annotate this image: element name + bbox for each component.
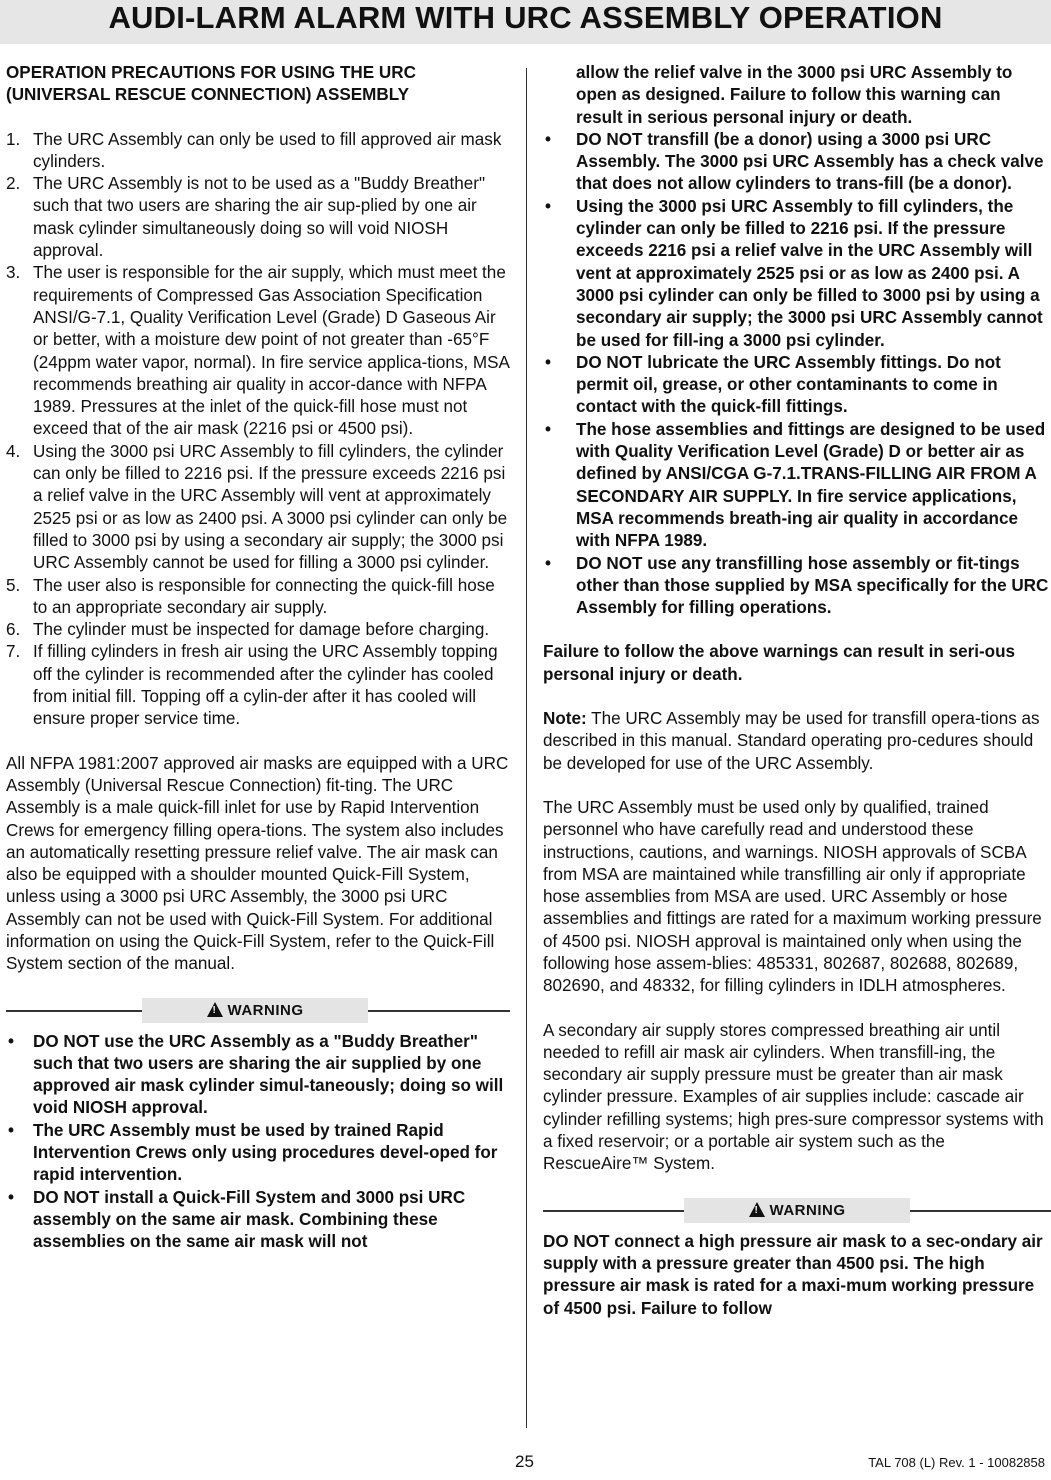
- bullet-icon: •: [545, 129, 551, 149]
- bullet-text: DO NOT use any transfilling hose assembly or fit-tings other than those supplied by MSA specifically for the URC Assembly for filling operations.: [576, 553, 1049, 618]
- list-item: [543, 62, 1051, 129]
- qualified-personnel-paragraph: The URC Assembly must be used only by qualified, trained personnel who have carefully read and understood these instructions, cautions, and warnings. NIOSH approvals of SCBA from MSA are maintained while transfilling air only if appropriate hose assemblies from MSA are used. URC Assembly or hose assemblies and fittings are rated for a maximum working pressure of 4500 psi. NIOSH approval is maintained only when using the following hose assem-blies: 485331, 802687, 802688, 802689, 802690, and 48332, for filling cylinders in IDLH atmospheres.: [543, 797, 1042, 996]
- warning-label: WARNING: [769, 1201, 846, 1219]
- warning-icon: !: [207, 1002, 223, 1017]
- list-item: [543, 196, 1051, 352]
- list-item: [6, 1187, 510, 1254]
- list-item: [6, 173, 510, 262]
- item-text: The URC Assembly is not to be used as a "Buddy Breather" such that two users are sharing the air sup-plied by one air mask cylinder simultaneously doing so will void NIOSH approval.: [33, 174, 486, 261]
- column-divider: [526, 68, 527, 1428]
- list-item: [6, 129, 510, 174]
- bullet-icon: •: [8, 1187, 14, 1207]
- item-number: 4.: [6, 441, 21, 461]
- note-label: Note:: [543, 709, 587, 729]
- bullet-text: allow the relief valve in the 3000 psi URC Assembly to open as designed. Failure to follow this warning can result in serious personal injury or death.: [576, 63, 1013, 127]
- list-item: [6, 1031, 510, 1120]
- item-text: The user also is responsible for connecting the quick-fill hose to an appropriate secondary air supply.: [33, 575, 495, 617]
- item-number: 1.: [6, 129, 21, 149]
- heading-line-2: (UNIVERSAL RESCUE CONNECTION) ASSEMBLY: [6, 85, 410, 105]
- list-item: [543, 553, 1051, 620]
- secondary-air-paragraph: A secondary air supply stores compressed breathing air until needed to refill air mask air cylinders. When transfill-ing, the secondary air supply pressure must be greater than air mask cylinder pressure. Examples of air supplies include: cascade air cylinder refilling systems; high pres-sure compressor systems with a fixed reservoir; or a portable air system such as the RescueAire™ System.: [543, 1020, 1044, 1174]
- item-text: The URC Assembly can only be used to fill approved air mask cylinders.: [33, 129, 502, 171]
- list-item: [6, 619, 510, 641]
- bullet-icon: •: [8, 1120, 14, 1140]
- continued-bullets: [543, 62, 1051, 619]
- precautions-list: [6, 129, 510, 731]
- list-item: [6, 1120, 510, 1187]
- item-number: 7.: [6, 642, 21, 662]
- bullet-text: The hose assemblies and fittings are designed to be used with Quality Verification Level (Grade) D or better air as defined by ANSI/CGA G-7.1.TRANS-FILLING AIR FROM A SECONDARY AIR SUPPLY. In fire service applications, MSA recommends breath-ing air quality in accordance with NFPA 1989.: [576, 419, 1046, 551]
- bullet-icon: •: [545, 419, 551, 439]
- warning-icon: !: [749, 1202, 765, 1217]
- failure-warning: Failure to follow the above warnings can result in seri-ous personal injury or death.: [543, 642, 1016, 684]
- bullet-text: DO NOT lubricate the URC Assembly fittings. Do not permit oil, grease, or other contaminants to come in contact with the quick-fill fittings.: [576, 352, 1001, 417]
- heading-line-1: OPERATION PRECAUTIONS FOR USING THE URC: [6, 63, 416, 82]
- urc-paragraph: All NFPA 1981:2007 approved air masks are equipped with a URC Assembly (Universal Rescue Connection) fit-ting. The URC Assembly is a male quick-fill inlet for use by Rapid Intervention Crews for emergency filling opera-tions. The system also includes an automatically resetting pressure relief valve. The air mask can also be equipped with a shoulder mounted Quick-Fill System, unless using a 3000 psi URC Assembly, the 3000 psi URC Assembly can not be used with Quick-Fill System. For additional information on using the Quick-Fill System, refer to the Quick-Fill System section of the manual.: [6, 753, 509, 974]
- page-title: AUDI-LARM ALARM WITH URC ASSEMBLY OPERATION: [108, 0, 943, 35]
- warning-bullets: [6, 1031, 510, 1254]
- item-text: If filling cylinders in fresh air using the URC Assembly topping off the cylinder is recommended after the cylinder has cooled from initial fill. Topping off a cylin-der after it has cooled will ensure proper service time.: [33, 642, 498, 729]
- item-number: 2.: [6, 174, 21, 194]
- warning-banner: [6, 998, 510, 1023]
- item-number: 5.: [6, 575, 21, 595]
- item-number: 3.: [6, 263, 21, 283]
- list-item: [6, 441, 510, 575]
- item-number: 6.: [6, 620, 21, 640]
- document-reference: TAL 708 (L) Rev. 1 - 10082858: [868, 1455, 1045, 1470]
- item-text: Using the 3000 psi URC Assembly to fill cylinders, the cylinder can only be filled to 2216 psi. If the pressure exceeds 2216 psi a relief valve in the URC Assembly will vent at approximately 2525 psi or as low as 2400 psi. A 3000 psi cylinder can only be filled to 3000 psi by using a secondary air supply; the 3000 psi URC Assembly cannot be used for filling a 3000 psi cylinder.: [33, 441, 508, 573]
- title-bar: [0, 0, 1051, 44]
- bullet-text: DO NOT install a Quick-Fill System and 3000 psi URC assembly on the same air mask. Combining these assemblies on the same air mask will not: [33, 1187, 466, 1252]
- list-item: [6, 575, 510, 620]
- bullet-icon: •: [545, 553, 551, 573]
- list-item: [543, 419, 1051, 553]
- bullet-text: DO NOT use the URC Assembly as a "Buddy Breather" such that two users are sharing the air supplied by one approved air mask cylinder simul-taneously; doing so will void NIOSH approval.: [33, 1031, 504, 1118]
- bullet-icon: •: [545, 196, 551, 216]
- bullet-text: DO NOT transfill (be a donor) using a 3000 psi URC Assembly. The 3000 psi URC Assembly has a check valve that does not allow cylinders to trans-fill (be a donor).: [576, 129, 1044, 194]
- note-paragraph: [543, 708, 1051, 775]
- page-number: 25: [515, 1452, 534, 1471]
- right-column: [543, 62, 1051, 1320]
- warning-label: WARNING: [227, 1001, 304, 1019]
- section-heading: [6, 62, 510, 107]
- warning-tag: [684, 1198, 910, 1223]
- warning-banner: [543, 1198, 1051, 1223]
- item-text: The cylinder must be inspected for damage before charging.: [33, 620, 490, 640]
- note-text: The URC Assembly may be used for transfill opera-tions as described in this manual. Standard operating pro-cedures should be developed for use of the URC Assembly.: [543, 709, 1040, 773]
- list-item: [6, 262, 510, 440]
- list-item: [6, 641, 510, 730]
- list-item: [543, 129, 1051, 196]
- warning-tag: [142, 998, 368, 1023]
- bullet-icon: •: [545, 352, 551, 372]
- bullet-text: Using the 3000 psi URC Assembly to fill cylinders, the cylinder can only be filled to 2216 psi. If the pressure exceeds 2216 psi a relief valve in the URC Assembly will vent at approximately 2525 psi or as low as 2400 psi. A 3000 psi cylinder can only be filled to 3000 psi by using a secondary air supply; the 3000 psi URC Assembly cannot be used for fill-ing a 3000 psi cylinder.: [576, 196, 1043, 350]
- list-item: [543, 352, 1051, 419]
- item-text: The user is responsible for the air supply, which must meet the requirements of Compressed Gas Association Specification ANSI/G-7.1, Quality Verification Level (Grade) D Gaseous Air or better, with a moisture dew point of not greater than -65°F (24ppm water vapor, normal). In fire service applica-tions, MSA recommends breathing air quality in accor-dance with NFPA 1989. Pressures at the inlet of the quick-fill hose must not exceed that of the air mask (2216 psi or 4500 psi).: [33, 263, 509, 439]
- left-column: [6, 62, 510, 1254]
- final-warning: DO NOT connect a high pressure air mask to a sec-ondary air supply with a pressure greater than 4500 psi. The high pressure air mask is rated for a maxi-mum working pressure of 4500 psi. Failure to follow: [543, 1231, 1043, 1318]
- bullet-text: The URC Assembly must be used by trained Rapid Intervention Crews only using procedures devel-oped for rapid intervention.: [33, 1120, 498, 1185]
- bullet-icon: •: [8, 1031, 14, 1051]
